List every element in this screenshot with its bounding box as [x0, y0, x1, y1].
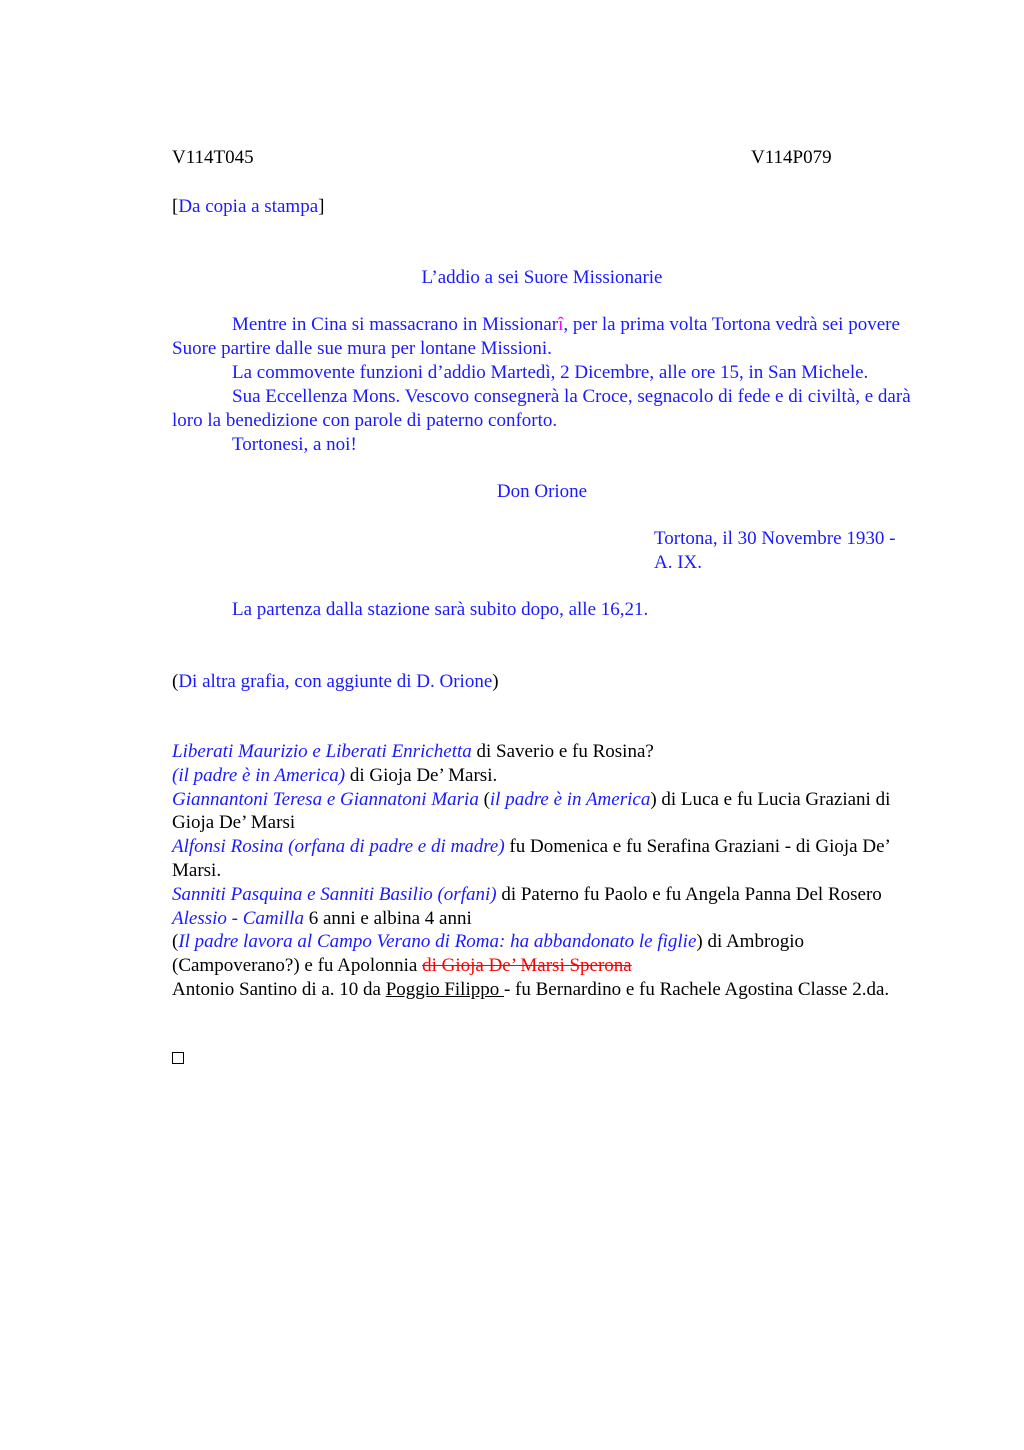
entry-7-strikethrough: di Gioja De’ Marsi Sperona [422, 955, 632, 977]
body-paragraph-3: Sua Eccellenza Mons. Vescovo consegnerà la Croce, segnacolo di fede e di civiltà, e darà loro la benedizione con parole di paterno conforto. [172, 386, 911, 431]
list-item [172, 788, 932, 836]
p1-text-b: , per la prima volta Tortona vedrà sei povere Suore partire dalle sue mura per lontane Missioni. [172, 314, 900, 359]
date-line-2: A. IX. [654, 552, 703, 573]
bracket-close: ] [318, 196, 325, 217]
entry-7-note: Il padre lavora al Campo Verano di Roma: ha abbandonato le figlie [178, 931, 697, 953]
entry-4-text: fu Domenica e fu Serafina Graziani - di Gioja De’ Marsi. [172, 836, 890, 881]
bracket-open: [ [172, 196, 179, 217]
other-hand-note [172, 670, 499, 694]
date-line-1: Tortona, il 30 Novembre 1930 - [654, 528, 896, 549]
entry-7-open: ( [172, 931, 179, 953]
document-title: L’addio a sei Suore Missionarie [421, 267, 663, 288]
paren-open: ( [172, 671, 179, 692]
body-paragraph-2: La commovente funzioni d’addio Martedì, 2 Dicembre, alle ore 15, in San Michele. [232, 362, 869, 383]
body-paragraph-1 [172, 313, 932, 361]
entry-3-names: Giannantoni Teresa e Giannatoni Maria [172, 788, 479, 810]
entry-5-text: di Paterno fu Paolo e fu Angela Panna Del Rosero [496, 883, 882, 905]
entry-5-names: Sanniti Pasquina e Sanniti Basilio (orfani) [172, 883, 497, 905]
entry-3-note: il padre è in America [489, 788, 651, 810]
body-paragraph-4: Tortonesi, a noi! [232, 434, 357, 455]
list-item [172, 740, 932, 764]
entry-1-names: Liberati Maurizio e Liberati Enrichetta [172, 741, 472, 762]
entry-8-place: Poggio Filippo [385, 978, 504, 1000]
entry-3-text: ) di Luca e fu Lucia Graziani di Gioja De’ Marsi [172, 788, 891, 834]
entry-3-sep: ( [478, 788, 490, 810]
list-item [172, 883, 932, 907]
p1-mark: î [558, 314, 564, 335]
entry-6-names: Alessio - Camilla [172, 907, 304, 929]
list-item [172, 978, 932, 1002]
paren-close: ) [492, 671, 499, 692]
entry-6-text: 6 anni e albina 4 anni [303, 907, 472, 929]
entry-7-text: ) di Ambrogio (Campoverano?) e fu Apolonnia [172, 931, 805, 977]
list-item [172, 764, 932, 788]
entry-8-text-a: Antonio Santino di a. 10 da [172, 978, 386, 1000]
list-item [172, 907, 932, 931]
checkbox-icon [172, 1052, 184, 1064]
p1-text-a: Mentre in Cina si massacrano in Missionar [232, 314, 559, 335]
entry-4-names: Alfonsi Rosina (orfana di padre e di madre) [172, 836, 505, 858]
entry-1-text: di Saverio e fu Rosina? [471, 741, 654, 762]
signature: Don Orione [496, 481, 588, 502]
list-item [172, 930, 932, 978]
other-hand-text: Di altra grafia, con aggiunte di D. Orione [178, 671, 493, 692]
source-note-text: Da copia a stampa [178, 196, 319, 217]
header-right-code: V114P079 [751, 147, 832, 168]
entry-2-note: (il padre è in America) [172, 764, 346, 786]
departure-note: La partenza dalla stazione sarà subito dopo, alle 16,21. [232, 599, 649, 620]
source-note [172, 195, 324, 219]
children-list [172, 740, 932, 1002]
entry-8-text-b: - fu Bernardino e fu Rachele Agostina Classe 2.da. [503, 978, 890, 1000]
entry-2-text: di Gioja De’ Marsi. [345, 764, 498, 786]
header-left-code: V114T045 [172, 147, 254, 168]
list-item [172, 835, 932, 883]
